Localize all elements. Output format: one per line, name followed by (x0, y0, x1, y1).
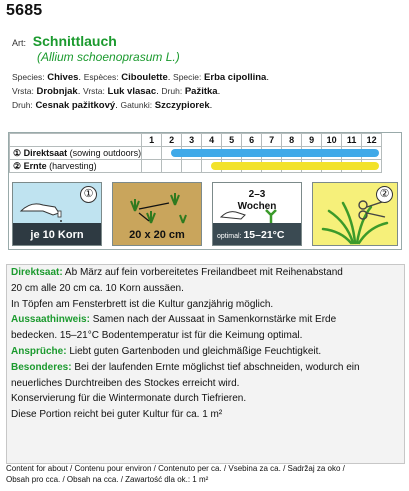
seed-count-text: je 10 Korn (30, 229, 84, 241)
info-line: Besonderes: Bei der laufenden Ernte möglichst tief abschneiden, wodurch ein (11, 361, 360, 373)
species-label: Gatunki: (120, 100, 153, 110)
info-line: Ansprüche: Liebt guten Gartenboden und gleichmäßige Feuchtigkeit. (11, 345, 322, 357)
schedule-table (9, 133, 382, 185)
cultivation-info-box (6, 264, 405, 464)
month-header: 1 (142, 134, 162, 147)
species-label: Vrsta: (83, 86, 105, 96)
schedule-row-label: ① Direktsaat (sowing outdoors) (10, 147, 142, 160)
info-line: Konservierung für die Wintermonate durch Tiefrieren. (11, 393, 247, 405)
species-line-1: Species: Chives. Espèces: Ciboulette. Specie: Erba cipollina. (12, 72, 269, 83)
info-line: Aussaathinweis: Samen nach der Aussaat in Samenkornstärke mit Erde (11, 314, 337, 326)
info-line: neuerliches Durchtreiben des Stockes erreicht wird. (11, 377, 240, 389)
footer-line-1: Content for about / Contenu pour environ / Contenuto per ca. / Vsebina za ca. / Sadržaj za oko / (6, 464, 345, 473)
plant-name: Schnittlauch (32, 33, 117, 49)
species-name: Pažitka (184, 86, 218, 97)
species-name: Chives (47, 72, 79, 83)
species-label: Druh: (12, 100, 33, 110)
info-line: 20 cm alle 20 cm ca. 10 Korn aussäen. (11, 282, 184, 294)
art-label: Art: (12, 38, 27, 48)
info-line: Direktsaat: Ab März auf fein vorbereitetes Freilandbeet mit Reihenabstand (11, 267, 343, 278)
species-name: Szczypiorek (154, 100, 210, 111)
footer-line-2: Obsah pro cca. / Obsah na cca. / Zawartość dla ok.: 1 m² (6, 475, 209, 484)
species-label: Druh: (161, 86, 183, 96)
art-row (12, 33, 117, 49)
spacing-text: 20 x 20 cm (129, 229, 185, 241)
latin-name: (Allium schoenoprasum L.) (37, 50, 180, 64)
month-header: 7 (262, 134, 282, 147)
species-name: Drobnjak (36, 86, 78, 97)
step-number-1: ① (80, 186, 97, 203)
month-header: 4 (202, 134, 222, 147)
harvest-pictogram-panel (312, 182, 398, 246)
species-name: Ciboulette (121, 72, 168, 83)
schedule-row-label: ② Ernte (harvesting) (10, 160, 142, 173)
harvest-period-bar (211, 162, 379, 170)
product-code: 5685 (6, 2, 43, 19)
species-name: Erba cipollina (204, 72, 267, 83)
info-line: bedecken. 15–21°C Bodentemperatur ist für die Keimung optimal. (11, 330, 303, 342)
sowing-pictogram-panel (12, 182, 102, 246)
month-header: 10 (322, 134, 342, 147)
header-blank (10, 134, 142, 147)
species-label: Vrsta: (12, 86, 34, 96)
month-header: 6 (242, 134, 262, 147)
content-footer (6, 463, 345, 485)
species-label: Specie: (173, 72, 202, 82)
species-label: Species: (12, 72, 45, 82)
species-line-3: Druh: Cesnak pažitkový. Gatunki: Szczypiorek. (12, 100, 213, 111)
month-header: 3 (182, 134, 202, 147)
species-name: Luk vlasac (107, 86, 157, 97)
germination-time: 2–3 Wochen (237, 189, 277, 212)
month-header: 11 (342, 134, 362, 147)
species-name: Cesnak pažitkový (35, 100, 116, 111)
month-header-row (10, 134, 382, 147)
month-header: 5 (222, 134, 242, 147)
spacing-pictogram-panel (112, 182, 202, 246)
month-header: 8 (282, 134, 302, 147)
month-header: 9 (302, 134, 322, 147)
sowing-period-bar (171, 149, 379, 157)
optimal-temperature: optimal: 15–21°C (217, 229, 285, 241)
species-label: Espèces: (83, 72, 119, 82)
month-header: 12 (362, 134, 382, 147)
month-header: 2 (162, 134, 182, 147)
species-line-2: Vrsta: Drobnjak. Vrsta: Luk vlasac. Druh: Pažitka. (12, 86, 221, 97)
info-line: Diese Portion reicht bei guter Kultur für ca. 1 m² (11, 409, 223, 421)
step-number-2: ② (376, 186, 393, 203)
info-line: In Töpfen am Fensterbrett ist die Kultur ganzjährig möglich. (11, 298, 274, 310)
germination-pictogram-panel (212, 182, 302, 246)
